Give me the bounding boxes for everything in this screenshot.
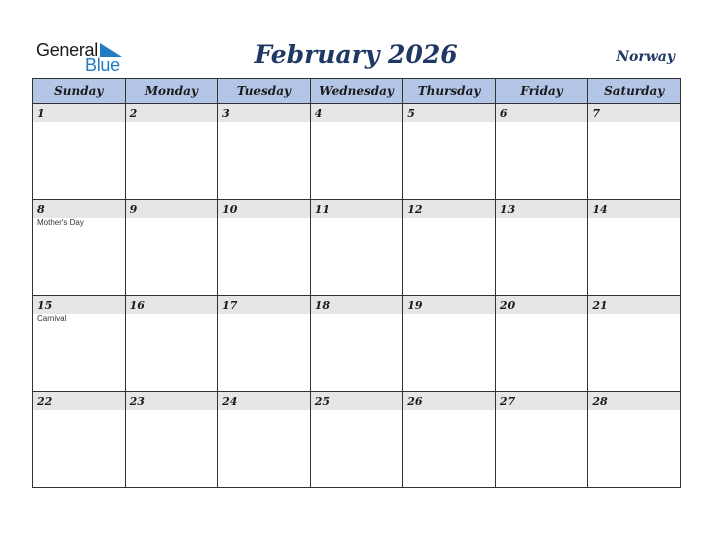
weekday-header: Tuesday [218,79,311,104]
day-number: 7 [588,104,680,122]
calendar-day-cell [33,200,126,296]
calendar-day-cell [403,392,496,488]
calendar-day-cell [495,200,588,296]
day-number: 5 [403,104,495,122]
day-number: 24 [218,392,310,410]
logo-text-general: General [36,40,98,60]
day-number: 19 [403,296,495,314]
calendar-day-cell [218,296,311,392]
day-number: 22 [33,392,125,410]
calendar-week-row [33,104,681,200]
day-number: 26 [403,392,495,410]
calendar-day-cell [33,104,126,200]
day-number: 20 [496,296,588,314]
calendar-day-cell [588,200,681,296]
day-number: 27 [496,392,588,410]
calendar-day-cell [495,104,588,200]
weekday-header: Monday [125,79,218,104]
calendar-day-cell [403,200,496,296]
logo-text-blue: Blue [85,55,120,75]
calendar-day-cell [33,392,126,488]
day-number: 25 [311,392,403,410]
calendar-week-row [33,200,681,296]
day-number: 13 [496,200,588,218]
month-calendar-grid [32,78,681,488]
calendar-day-cell [125,296,218,392]
day-number: 18 [311,296,403,314]
calendar-day-cell [495,392,588,488]
calendar-day-cell [33,296,126,392]
day-number: 23 [126,392,218,410]
calendar-day-cell [125,200,218,296]
day-number: 12 [403,200,495,218]
calendar-day-cell [218,200,311,296]
day-number: 21 [588,296,680,314]
calendar-day-cell [218,392,311,488]
weekday-header-row [33,79,681,104]
weekday-header: Saturday [588,79,681,104]
weekday-header: Thursday [403,79,496,104]
day-number: 15 [33,296,125,314]
calendar-day-cell [403,104,496,200]
country-label: Norway [616,49,675,65]
calendar-day-cell [588,296,681,392]
calendar-day-cell [495,296,588,392]
weekday-header: Friday [495,79,588,104]
calendar-day-cell [125,104,218,200]
calendar-title: February 2026 [254,40,458,69]
day-number: 16 [126,296,218,314]
calendar-day-cell [125,392,218,488]
day-number: 6 [496,104,588,122]
day-number: 11 [311,200,403,218]
calendar-day-cell [310,392,403,488]
day-number: 2 [126,104,218,122]
calendar-day-cell [310,296,403,392]
weekday-header: Wednesday [310,79,403,104]
day-number: 10 [218,200,310,218]
holiday-label: Carnival [37,314,67,323]
day-number: 28 [588,392,680,410]
weekday-header: Sunday [33,79,126,104]
day-number: 3 [218,104,310,122]
day-number: 17 [218,296,310,314]
calendar-week-row [33,392,681,488]
day-number: 4 [311,104,403,122]
calendar-day-cell [588,104,681,200]
calendar-day-cell [403,296,496,392]
day-number: 14 [588,200,680,218]
calendar-day-cell [588,392,681,488]
day-number: 9 [126,200,218,218]
calendar-day-cell [310,104,403,200]
holiday-label: Mother's Day [37,218,84,227]
day-number: 8 [33,200,125,218]
day-number: 1 [33,104,125,122]
calendar-week-row [33,296,681,392]
calendar-day-cell [310,200,403,296]
calendar-day-cell [218,104,311,200]
